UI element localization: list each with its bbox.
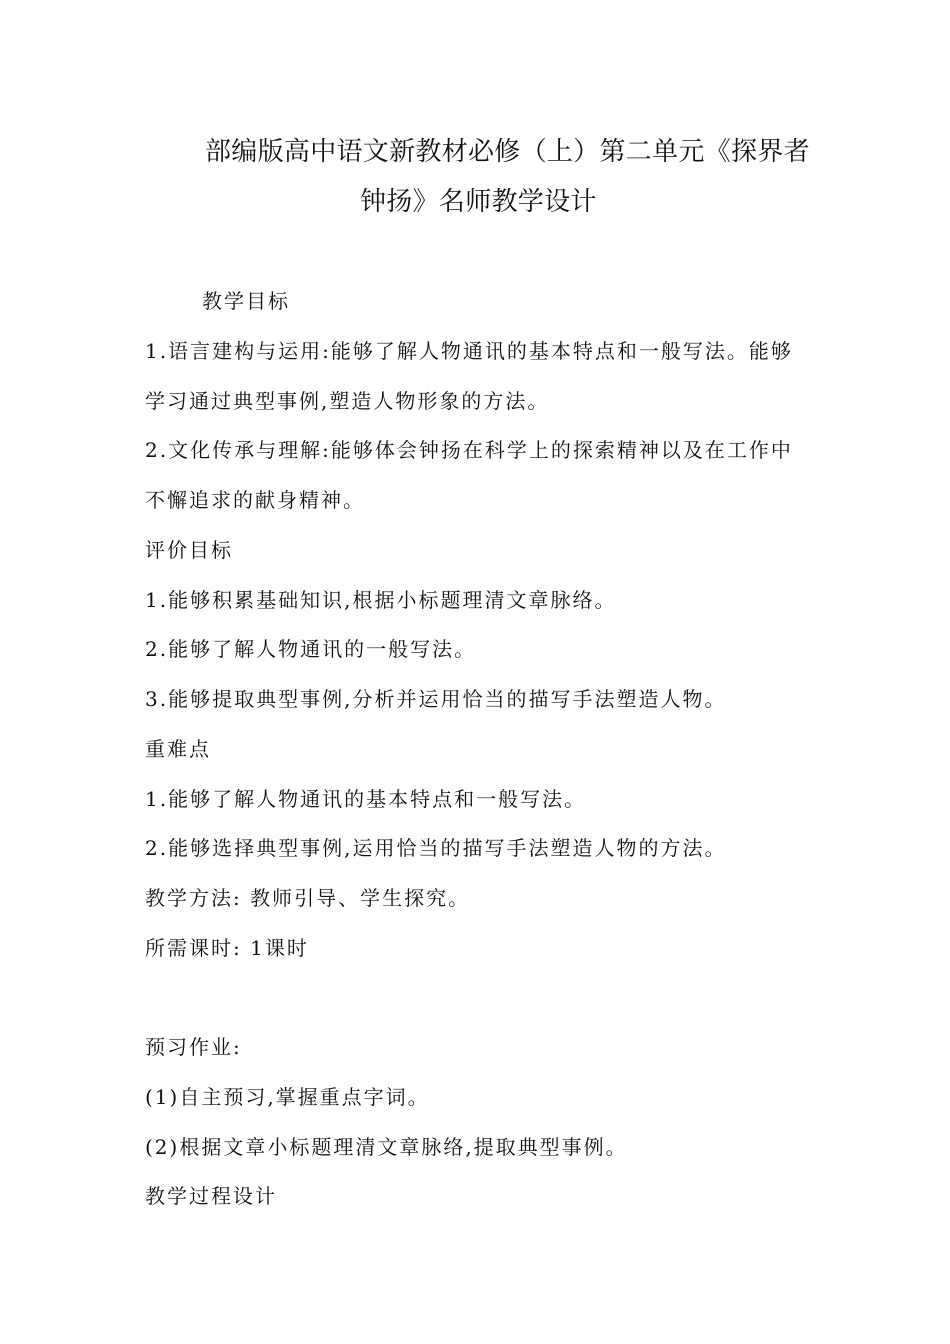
paragraph-line: (1)自主预习,掌握重点字词。 bbox=[145, 1085, 430, 1109]
section-heading-teaching-goals: 教学目标 bbox=[202, 289, 290, 313]
section-heading-key-points: 重难点 bbox=[145, 737, 211, 761]
document-title-line-2: 钟扬》名师教学设计 bbox=[360, 187, 597, 217]
section-heading-evaluation-goals: 评价目标 bbox=[145, 538, 233, 562]
paragraph-line: 2.文化传承与理解:能够体会钟扬在科学上的探索精神以及在工作中 bbox=[145, 438, 793, 462]
paragraph-line: 学习通过典型事例,塑造人物形象的方法。 bbox=[145, 389, 550, 413]
paragraph-line: 2.能够选择典型事例,运用恰当的描写手法塑造人物的方法。 bbox=[145, 836, 727, 860]
paragraph-line: 1.语言建构与运用:能够了解人物通讯的基本特点和一般写法。能够 bbox=[145, 339, 793, 363]
paragraph-line: 3.能够提取典型事例,分析并运用恰当的描写手法塑造人物。 bbox=[145, 687, 727, 711]
section-heading-preview-homework: 预习作业: bbox=[145, 1035, 242, 1059]
paragraph-line-class-hours: 所需课时: 1课时 bbox=[145, 936, 309, 960]
paragraph-line: (2)根据文章小标题理清文章脉络,提取典型事例。 bbox=[145, 1135, 628, 1159]
paragraph-line: 2.能够了解人物通讯的一般写法。 bbox=[145, 637, 477, 661]
paragraph-line-teaching-method: 教学方法: 教师引导、学生探究。 bbox=[145, 886, 471, 910]
document-title-line-1: 部编版高中语文新教材必修（上）第二单元《探界者 bbox=[205, 137, 810, 167]
paragraph-line: 1.能够了解人物通讯的基本特点和一般写法。 bbox=[145, 787, 587, 811]
section-heading-teaching-process: 教学过程设计 bbox=[145, 1184, 277, 1208]
paragraph-line: 1.能够积累基础知识,根据小标题理清文章脉络。 bbox=[145, 588, 617, 612]
paragraph-line: 不懈追求的献身精神。 bbox=[145, 488, 365, 512]
